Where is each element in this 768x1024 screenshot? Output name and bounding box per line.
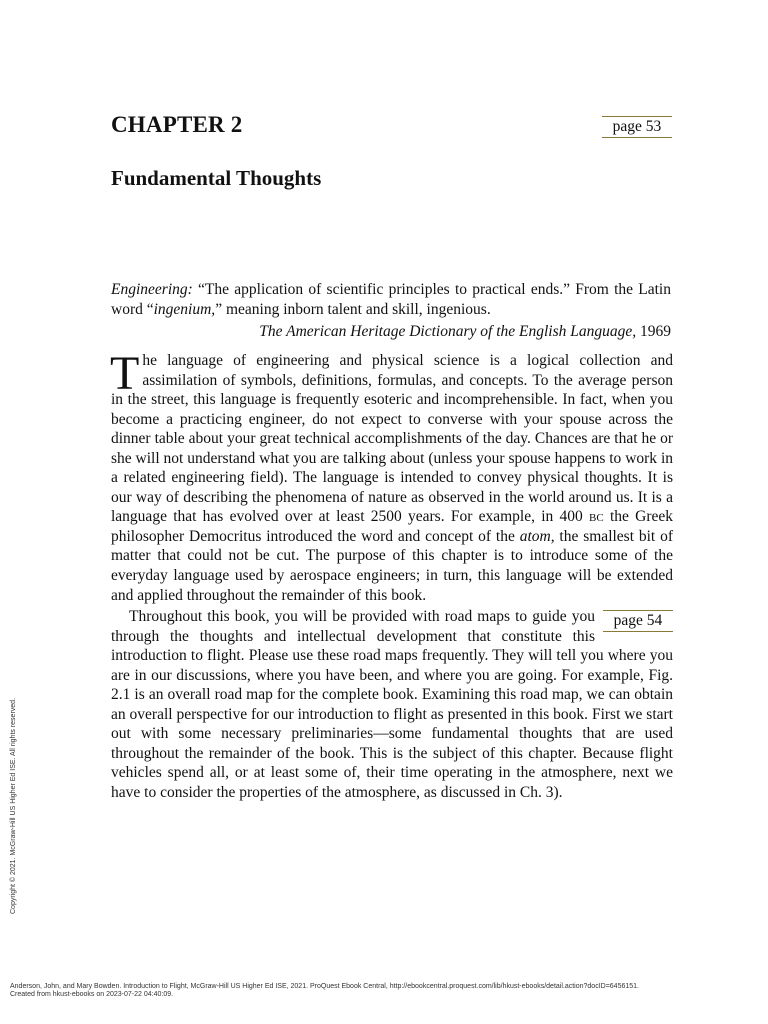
atom-term: atom, [519, 527, 555, 545]
chapter-body [110, 347, 674, 805]
chapter-title: Fundamental Thoughts [111, 166, 322, 190]
drop-cap: T [110, 347, 140, 400]
epigraph [111, 280, 671, 320]
side-copyright-notice: Copyright © 2021. McGraw-Hill US Higher Ed ISE. All rights reserved. [10, 697, 17, 914]
page-marker-53: page 53 [602, 116, 672, 138]
epigraph-source-year: 1969 [636, 323, 671, 340]
footer-citation-line: Anderson, John, and Mary Bowden. Introduction to Flight, McGraw-Hill US Higher Ed ISE, 2021. ProQuest Ebook Central, http://ebookcentral.proquest.com/lib/hkust-ebooks/detail.action?docID=6456151. [10, 983, 639, 990]
epigraph-definition-end: ” meaning inborn talent and skill, ingenious. [215, 300, 491, 318]
epigraph-source [111, 322, 671, 342]
paragraph-1-text-a: he language of engineering and physical science is a logical collection and assimilation of symbols, definitions, formulas, and concepts. To the average person in the street, this language is frequently esoteric and incomprehensible. In fact, when you become a practicing engineer, do not expect to converse with your spouse across the dinner table about your great technical accomplishments of the day. Chances are that he or she will not understand what you are talking about (unless your spouse happens to work in a related engineering field). The language is intended to convey physical thoughts. It is our way of describing the phenomena of nature as observed in the world around us. It is a language that has evolved over at least 2500 years. For example, in 400 [111, 352, 673, 526]
paragraph-2 [111, 607, 673, 802]
epigraph-term: Engineering: [111, 281, 193, 298]
epigraph-latin-word: ingenium, [153, 300, 216, 318]
paragraph-1-text-c: the smallest bit of matter that could not be cut. The purpose of this chapter is to introduce some of the everyday language used by aerospace engineers; in turn, this language will be extended and applied throughout the remainder of this book. [111, 527, 674, 604]
page-marker-54: page 54 [603, 610, 673, 632]
paragraph-2-text: Throughout this book, you will be provided with road maps to guide you through the thoughts and intellectual development that constitute this introduction to flight. Please use these road maps frequently. They will tell you where you are in our discussions, where you have been, and where you are going. For example, Fig. 2.1 is an overall road map for the complete book. Examining this road map, we can obtain an overall perspective for our introduction to flight as presented in this book. First we start out with some necessary preliminaries—some fundamental thoughts that are used throughout the remainder of the book. This is the subject of this chapter. Because flight vehicles spend all, or at least some of, their time operating in the atmosphere, next we have to consider the properties of the atmosphere, as discussed in Ch. 3). [111, 608, 673, 802]
paragraph-1-text-b: the Greek philosopher Democritus introduced the word and concept of the [111, 508, 673, 545]
footer-citation [10, 983, 639, 999]
epigraph-definition: “The application of scientific principles to practical ends.” From the Latin word “ [111, 281, 671, 318]
paragraph-1 [110, 347, 674, 605]
footer-created-line: Created from hkust-ebooks on 2023-07-22 04:40:09. [10, 991, 174, 998]
epigraph-source-title: The American Heritage Dictionary of the English Language, [259, 323, 637, 340]
chapter-label: CHAPTER 2 [111, 112, 243, 137]
era-abbreviation: bc [589, 508, 604, 526]
